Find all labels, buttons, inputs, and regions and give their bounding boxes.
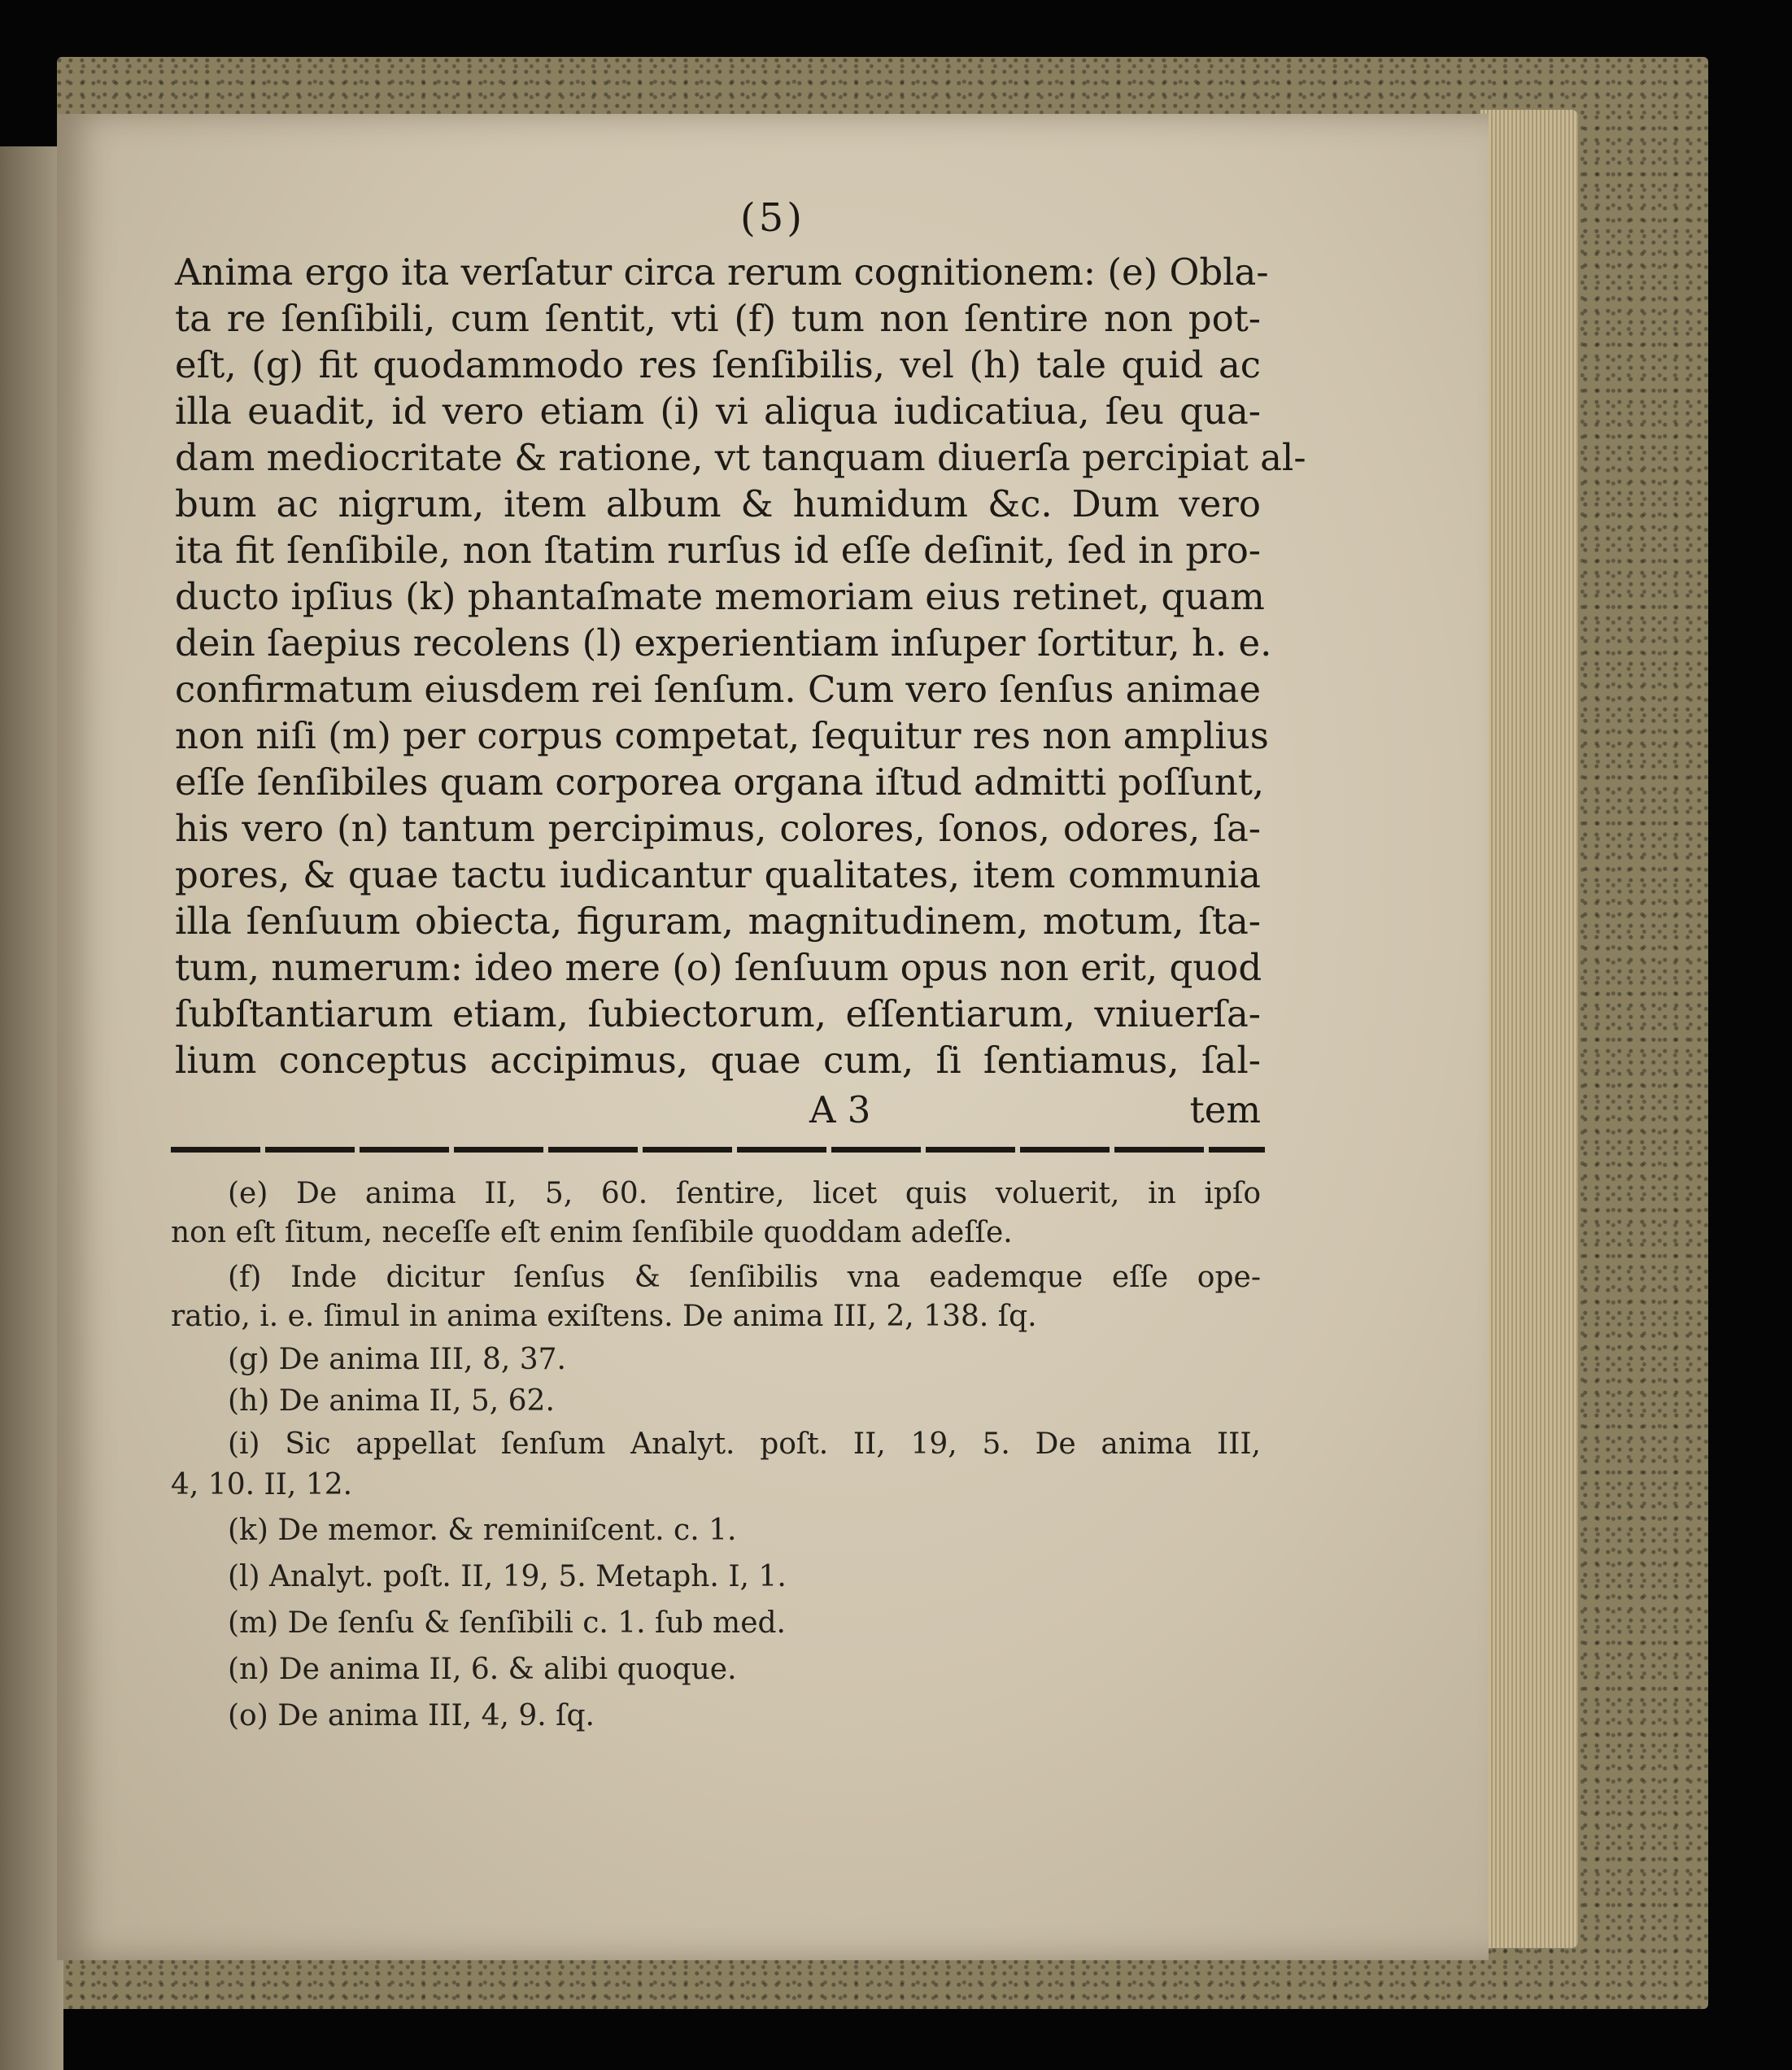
body-line: illa euadit, id vero etiam (i) vi aliqua iudicatiua, ſeu qua- (175, 390, 1261, 433)
body-line: eſt, (g) fit quodammodo res ſenſibilis, vel (h) tale quid ac (175, 343, 1261, 386)
footnote-line: (f) Inde dicitur ſenſus & ſenſibilis vna eademque eſſe ope- (228, 1261, 1261, 1294)
body-line: non niſi (m) per corpus competat, ſequitur res non amplius (175, 714, 1269, 757)
footnote-line: (m) De ſenſu & ſenſibili c. 1. ſub med. (228, 1606, 786, 1640)
body-line: dein ſaepius recolens (l) experientiam inſuper ſortitur, h. e. (175, 621, 1272, 665)
body-line: ta re ſenſibili, cum ſentit, vti (f) tum non ſentire non pot- (175, 297, 1261, 340)
body-line: eſſe ſenſibiles quam corporea organa iſtud admitti poſſunt, (175, 760, 1265, 804)
footnote-line: (k) De memor. & reminiſcent. c. 1. (228, 1514, 737, 1547)
footnote-line: (e) De anima II, 5, 60. ſentire, licet quis voluerit, in ipſo (228, 1177, 1261, 1210)
signature-mark: A 3 (809, 1088, 871, 1131)
body-line: pores, & quae tactu iudicantur qualitates, item communia (175, 853, 1261, 896)
body-line: Anima ergo ita verſatur circa rerum cognitionem: (e) Obla- (175, 251, 1269, 294)
body-line: ducto ipſius (k) phantaſmate memoriam eius retinet, quam (175, 575, 1265, 618)
body-line: tum, numerum: ideo mere (o) ſenſuum opus non erit, quod (175, 946, 1262, 989)
footnote-line: (h) De anima II, 5, 62. (228, 1384, 555, 1418)
body-line: dam mediocritate & ratione, vt tanquam diuerſa percipiat al- (175, 436, 1306, 479)
page-number: (5) (740, 195, 805, 241)
body-line: ſubſtantiarum etiam, ſubiectorum, eſſentiarum, vniuerſa- (175, 992, 1261, 1035)
body-line: bum ac nigrum, item album & humidum &c. Dum vero (175, 482, 1261, 525)
footnote-line: (g) De anima III, 8, 37. (228, 1343, 566, 1376)
footnote-line: (o) De anima III, 4, 9. ſq. (228, 1699, 595, 1732)
body-line: illa ſenſuum obiecta, figuram, magnitudinem, motum, ſta- (175, 900, 1261, 943)
footnote-rule (171, 1147, 1265, 1153)
footnote-line: (l) Analyt. poſt. II, 19, 5. Metaph. I, 1. (228, 1560, 787, 1593)
catchword: tem (1189, 1088, 1261, 1131)
footnote-line: (n) De anima II, 6. & alibi quoque. (228, 1653, 737, 1686)
body-line: his vero (n) tantum percipimus, colores, ſonos, odores, ſa- (175, 807, 1261, 850)
body-line: lium conceptus accipimus, quae cum, ſi ſentiamus, ſal- (175, 1039, 1261, 1082)
body-line: confirmatum eiusdem rei ſenſum. Cum vero ſenſus animae (175, 668, 1261, 711)
footnote-line: 4, 10. II, 12. (171, 1468, 353, 1501)
footnote-line: non eſt ſitum, neceſſe eſt enim ſenſibile quoddam adeſſe. (171, 1216, 1013, 1249)
footnote-line: (i) Sic appellat ſenſum Analyt. poſt. II, 19, 5. De anima III, (228, 1427, 1261, 1461)
book-page (57, 114, 1489, 1960)
facing-page-edge (0, 146, 63, 2070)
page-block-edges (1480, 110, 1578, 1948)
body-line: ita fit ſenſibile, non ſtatim rurſus id eſſe deſinit, ſed in pro- (175, 529, 1261, 572)
footnote-line: ratio, i. e. ſimul in anima exiſtens. De anima III, 2, 138. ſq. (171, 1300, 1037, 1333)
